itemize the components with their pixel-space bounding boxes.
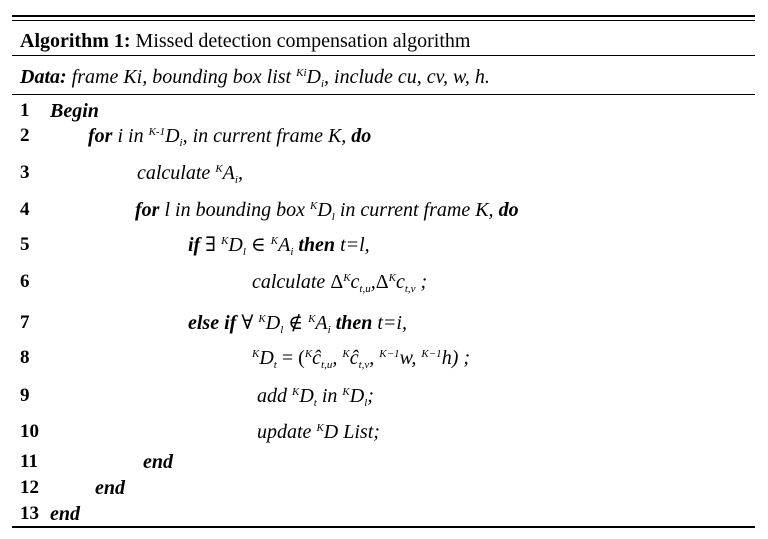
line-number: 9 — [20, 385, 30, 406]
line-number: 3 — [20, 162, 30, 183]
l10-k-sup: K — [316, 422, 324, 434]
l5-d: D — [228, 234, 243, 256]
line-number: 7 — [20, 312, 30, 333]
l7-k-sup-2: K — [308, 313, 316, 325]
element-of-symbol: ∈ — [250, 234, 266, 256]
end-keyword: end — [95, 477, 125, 499]
l5-k-sup-1: K — [221, 235, 229, 247]
l5-t-eq-l: t=l, — [340, 234, 370, 256]
l6-c-2: c — [395, 271, 405, 293]
delta-symbol: Δ — [330, 271, 344, 293]
l9-add: add — [257, 385, 287, 407]
code-line-1 — [50, 99, 99, 123]
data-text-a: frame Ki, bounding box list — [71, 66, 292, 88]
l3-a-sub: i — [234, 174, 238, 186]
l2-i-in: i in — [117, 125, 144, 147]
else-if-keyword: else if — [188, 312, 237, 334]
l3-a: A — [222, 162, 235, 184]
l3-comma: , — [237, 162, 243, 184]
do-keyword: do — [351, 125, 372, 147]
l9-d-sub-2: l — [364, 397, 368, 409]
l7-a: A — [315, 312, 328, 334]
l6-calculate: calculate — [252, 271, 326, 293]
code-line-9 — [257, 384, 374, 408]
top-rule-thin — [12, 20, 755, 21]
l6-c-sub-1: t,u — [359, 283, 371, 295]
l8-d-sub: t — [273, 359, 277, 371]
code-line-10 — [257, 420, 380, 444]
top-rule-thick — [12, 15, 755, 17]
l5-a-sub: i — [290, 246, 294, 258]
code-line-11 — [143, 450, 173, 474]
then-keyword: then — [298, 234, 336, 256]
line-number: 13 — [20, 503, 39, 524]
l3-calculate: calculate — [137, 162, 211, 184]
line-number: 1 — [20, 100, 30, 121]
code-line-4 — [135, 198, 519, 222]
l7-t-eq-i: t=i, — [377, 312, 407, 334]
begin-keyword: Begin — [50, 100, 99, 122]
l8-comma-1: , — [332, 347, 338, 369]
l6-k-sup-1: K — [343, 272, 351, 284]
code-line-12 — [95, 476, 125, 500]
l8-comma-2: , — [369, 347, 375, 369]
data-label: Data: — [20, 66, 67, 88]
algorithm-title: Missed detection compensation algorithm — [135, 30, 471, 52]
l7-d: D — [265, 312, 281, 334]
line-number: 12 — [20, 477, 39, 498]
line-number: 4 — [20, 199, 30, 220]
delta-symbol: Δ — [375, 271, 389, 293]
end-keyword: end — [50, 503, 80, 525]
l8-chat-sub-1: t,u — [321, 359, 333, 371]
l9-k-sup-2: K — [342, 386, 350, 398]
l8-comma-3: , — [411, 347, 417, 369]
l5-d-sub: l — [242, 246, 246, 258]
l6-k-sup-2: K — [388, 272, 396, 284]
data-d-sub: i — [320, 78, 325, 90]
code-line-6 — [252, 270, 427, 294]
line-number: 5 — [20, 234, 30, 255]
l2-rest: , in current frame K, — [182, 125, 347, 147]
code-line-2 — [88, 124, 371, 148]
l6-c-1: c — [350, 271, 360, 293]
l9-in: in — [321, 385, 338, 407]
line-number: 2 — [20, 125, 30, 146]
code-line-5 — [188, 233, 370, 257]
l8-w: w — [399, 347, 412, 369]
algorithm-header — [20, 29, 470, 53]
line-number: 6 — [20, 271, 30, 292]
l8-k-sup-3: K — [342, 348, 350, 360]
l6-c-sub-2: t,v — [404, 283, 416, 295]
if-keyword: if — [188, 234, 201, 256]
l6-comma: , — [370, 271, 376, 293]
l2-k-minus-1: K-1 — [148, 126, 166, 138]
l8-chat-2: ĉ — [349, 347, 359, 369]
l7-d-sub: l — [280, 324, 284, 336]
do-keyword: do — [498, 199, 519, 221]
line-number: 11 — [20, 451, 38, 472]
l9-d-1: D — [299, 385, 314, 407]
line-number: 8 — [20, 347, 30, 368]
exists-symbol: ∃ — [205, 234, 217, 256]
bottom-rule — [12, 526, 755, 528]
l4-d-sub: l — [331, 211, 335, 223]
l8-tail: h) ; — [441, 347, 471, 369]
for-keyword: for — [88, 125, 113, 147]
l2-d-sub: i — [179, 137, 183, 149]
algorithm-label: Algorithm 1: — [20, 30, 131, 52]
l9-k-sup-1: K — [292, 386, 300, 398]
l7-a-sub: i — [327, 324, 331, 336]
line-number: 10 — [20, 421, 39, 442]
data-d: D — [306, 66, 321, 88]
l8-km1-sup-1: K−1 — [379, 348, 400, 360]
data-separator — [12, 94, 755, 95]
end-keyword: end — [143, 451, 173, 473]
l4-k-sup: K — [310, 200, 318, 212]
l9-semicolon: ; — [367, 385, 374, 407]
not-element-of-symbol: ∉ — [288, 312, 304, 334]
for-keyword: for — [135, 199, 160, 221]
forall-symbol: ∀ — [241, 312, 254, 334]
then-keyword: then — [335, 312, 373, 334]
l10-list: List; — [343, 421, 380, 443]
header-separator — [12, 55, 755, 56]
l8-k-sup-1: K — [252, 348, 260, 360]
code-line-3 — [137, 161, 243, 185]
code-line-8 — [252, 346, 470, 370]
l8-d: D — [259, 347, 274, 369]
l8-chat-sub-2: t,v — [358, 359, 370, 371]
l9-d-2: D — [349, 385, 365, 407]
l4-rest: in current frame K, — [339, 199, 494, 221]
l7-k-sup-1: K — [258, 313, 266, 325]
code-line-13 — [50, 502, 80, 526]
l10-d: D — [323, 421, 339, 443]
l8-chat-1: ĉ — [312, 347, 322, 369]
l4-l-in: l in bounding box — [164, 199, 305, 221]
l5-k-sup-2: K — [270, 235, 279, 247]
data-line — [20, 65, 490, 89]
l6-semicolon: ; — [420, 271, 428, 293]
l8-eq: = ( — [281, 347, 305, 369]
data-ki-sup: Ki — [296, 67, 307, 79]
l3-k-sup: K — [215, 163, 223, 175]
l8-k-sup-2: K — [304, 348, 313, 360]
l4-d: D — [317, 199, 332, 221]
l2-d: D — [165, 125, 180, 147]
l5-a: A — [278, 234, 291, 256]
l8-km1-sup-2: K−1 — [421, 348, 442, 360]
data-text-b: , include cu, cv, w, h. — [324, 66, 490, 88]
l10-update: update — [257, 421, 312, 443]
code-line-7 — [188, 311, 407, 335]
l9-d-sub-1: t — [313, 397, 317, 409]
